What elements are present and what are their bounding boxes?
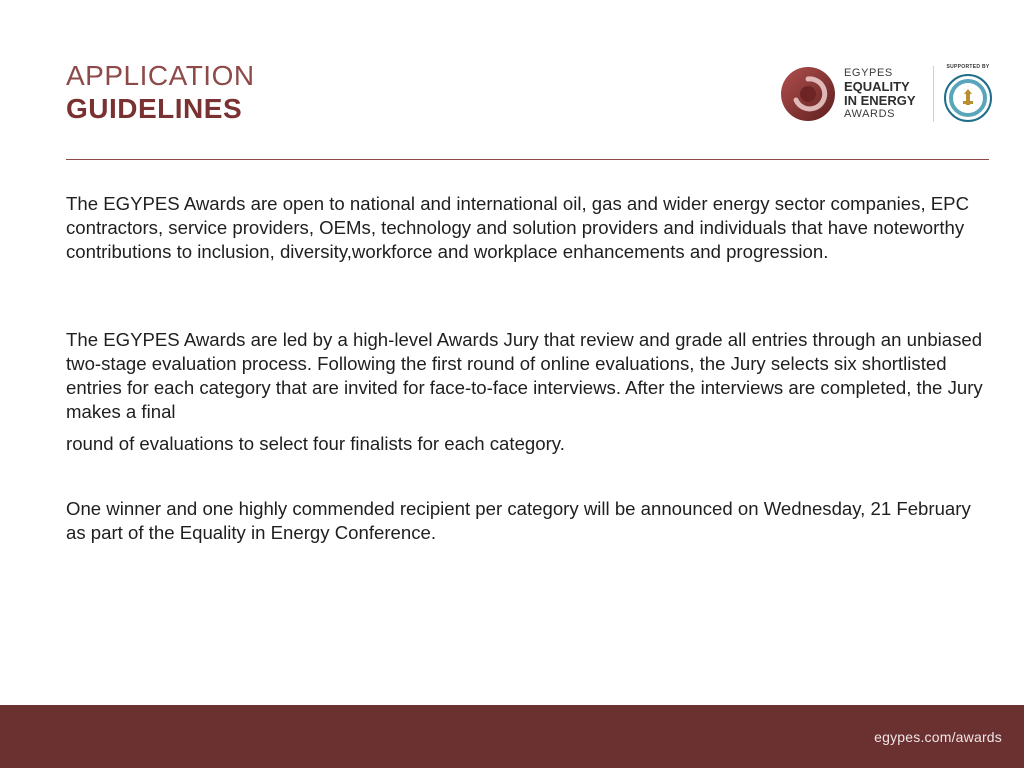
logo-divider [933,66,934,122]
logo-line-in-energy: IN ENERGY [844,93,916,108]
paragraph-winners: One winner and one highly commended recipient per category will be announced on Wednesday, 21 February as part of the Equality in Energy Conference. [66,498,971,543]
logo-line-egypes: EGYPES [844,67,893,79]
header-divider [66,159,989,160]
award-wordmark [844,67,916,121]
paragraph-eligibility: The EGYPES Awards are open to national and international oil, gas and wider energy sector companies, EPC contractors, service providers, OEMs, technology and solution providers and individuals that have noteworthy contributions to inclusion, diversity,workforce and workplace enhancements and progression. [66,193,970,262]
footer-bar [0,705,1024,768]
logo-area [780,64,995,126]
title-line-application: APPLICATION [66,60,255,91]
ministry-seal-icon [944,74,992,122]
title-line-guidelines: GUIDELINES [66,93,243,124]
logo-line-awards: AWARDS [844,108,896,120]
supported-by-label: SUPPORTED BY [946,64,990,70]
egypes-award-logo-icon [780,66,836,122]
paragraph-jury-process: The EGYPES Awards are led by a high-level Awards Jury that review and grade all entries through an unbiased two-stage evaluation process. Following the first round of online evaluations, the Jury selects six shortlisted entries for each category that are invited for face-to-face interviews. After the interviews are completed, the Jury makes a final [66,329,983,422]
paragraph-jury-process-continued: round of evaluations to select four finalists for each category. [66,433,565,454]
page-title [66,60,255,126]
logo-line-equality: EQUALITY [844,79,910,94]
footer-url-link[interactable]: egypes.com/awards [874,729,1002,745]
